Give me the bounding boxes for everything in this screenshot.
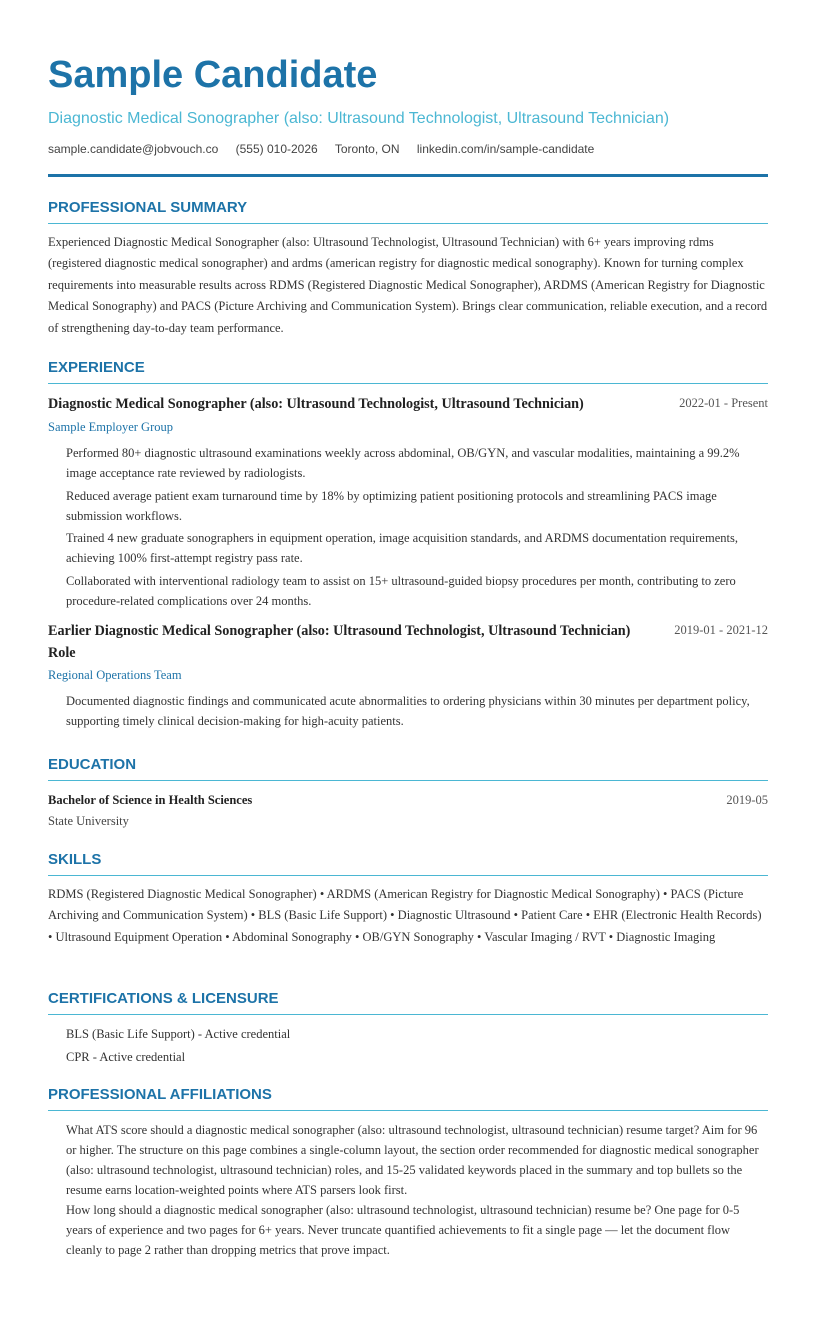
education-heading: EDUCATION xyxy=(48,755,768,781)
summary-section xyxy=(48,198,768,339)
job-title: Earlier Diagnostic Medical Sonographer (also: Ultrasound Technologist, Ultrasound Technician) Role xyxy=(48,622,631,661)
job-bullet: Trained 4 new graduate sonographers in equipment operation, image acquisition standards, and ARDMS documentation requirements, achieving 100% first-attempt registry pass rate. xyxy=(66,531,738,566)
summary-text: Experienced Diagnostic Medical Sonographer (also: Ultrasound Technologist, Ultrasound Technician) with 6+ years improving rdms (registered diagnostic medical sonographer) and ardms (american registry for diagnostic medical sonography). Known for turning complex requirements into measurable results across RDMS (Registered Diagnostic Medical Sonographer), ARDMS (American Registry for Diagnostic Medical Sonography) and PACS (Picture Archiving and Communication System). Brings clear communication, reliable execution, and a record of strengthening day-to-day team performance. xyxy=(48,235,768,335)
job-entry xyxy=(48,620,768,731)
contact-line xyxy=(48,140,608,158)
skills-heading: SKILLS xyxy=(48,850,768,876)
contact-linkedin[interactable]: linkedin.com/in/sample-candidate xyxy=(416,142,595,156)
contact-email[interactable]: sample.candidate@jobvouch.co xyxy=(48,142,219,156)
job-dates: 2022-01 - Present xyxy=(679,396,768,410)
job-employer: Regional Operations Team xyxy=(48,667,182,682)
job-bullets xyxy=(48,691,768,731)
affiliation-item: How long should a diagnostic medical sonographer (also: ultrasound technologist, ultrasound technician) resume be? One page for 0-5 years of experience and two pages for 6+ years. Never truncate quantified achievements to fit a single page — let the document flow cleanly to page 2 rather than dropping metrics that prove impact. xyxy=(66,1203,740,1257)
education-degree: Bachelor of Science in Health Sciences xyxy=(48,793,253,807)
job-bullet: Performed 80+ diagnostic ultrasound examinations weekly across abdominal, OB/GYN, and vascular modalities, maintaining a 99.2% image acceptance rate reviewed by radiologists. xyxy=(66,446,740,480)
affiliation-item: What ATS score should a diagnostic medical sonographer (also: ultrasound technologist, ultrasound technician) resume target? Aim for 96 or higher. The structure on this page combines a single-column layout, the section order recommended for diagnostic medical sonographer (also: ultrasound technologist, ultrasound technician) roles, and 15-25 validated keywords placed in the summary and top bullets so the resume earns location-weighted points where ATS parsers look first. xyxy=(66,1123,759,1197)
experience-heading: EXPERIENCE xyxy=(48,358,768,384)
education-school: State University xyxy=(48,814,129,828)
header-divider xyxy=(48,174,768,177)
candidate-name: Sample Candidate xyxy=(48,54,378,96)
contact-phone: (555) 010-2026 xyxy=(235,142,318,156)
job-dates: 2019-01 - 2021-12 xyxy=(674,622,768,637)
skills-section xyxy=(48,850,768,948)
contact-location: Toronto, ON xyxy=(334,142,400,156)
certifications-heading: CERTIFICATIONS & LICENSURE xyxy=(48,989,768,1015)
summary-heading: PROFESSIONAL SUMMARY xyxy=(48,198,768,224)
affiliations-section xyxy=(48,1085,768,1260)
affiliations-list xyxy=(48,1120,768,1260)
job-header xyxy=(48,393,768,415)
job-bullet: Documented diagnostic findings and communicated acute abnormalities to ordering physicians within 30 minutes per department policy, supporting timely clinical decision-making for high-acuity patients. xyxy=(66,693,750,728)
job-header xyxy=(48,620,768,664)
certification-item: CPR - Active credential xyxy=(66,1049,186,1064)
certification-item: BLS (Basic Life Support) - Active credential xyxy=(66,1027,291,1041)
job-employer: Sample Employer Group xyxy=(48,420,173,434)
job-entry xyxy=(48,393,768,611)
education-entry xyxy=(48,790,768,810)
certifications-section xyxy=(48,989,768,1069)
affiliations-heading: PROFESSIONAL AFFILIATIONS xyxy=(48,1085,768,1111)
education-date: 2019-05 xyxy=(726,793,768,807)
education-section xyxy=(48,755,768,832)
job-bullets xyxy=(48,443,768,611)
certifications-list xyxy=(48,1024,768,1067)
candidate-title: Diagnostic Medical Sonographer (also: Ultrasound Technologist, Ultrasound Technician) xyxy=(48,110,670,127)
job-bullet: Collaborated with interventional radiology team to assist on 15+ ultrasound-guided biopsy procedures per month, contributing to zero procedure-related complications over 24 months. xyxy=(66,573,736,608)
job-title: Diagnostic Medical Sonographer (also: Ultrasound Technologist, Ultrasound Technician) xyxy=(48,396,584,412)
job-bullet: Reduced average patient exam turnaround time by 18% by optimizing patient positioning protocols and streamlining PACS image submission workflows. xyxy=(66,488,717,523)
experience-section xyxy=(48,358,768,733)
skills-text: RDMS (Registered Diagnostic Medical Sonographer) • ARDMS (American Registry for Diagnostic Medical Sonography) • PACS (Picture Archiving and Communication System) • BLS (Basic Life Support) • Diagnostic Ultrasound • Patient Care • EHR (Electronic Health Records) • Ultrasound Equipment Operation • Abdominal Sonography • OB/GYN Sonography • Vascular Imaging / RVT • Diagnostic Imaging xyxy=(48,887,762,944)
